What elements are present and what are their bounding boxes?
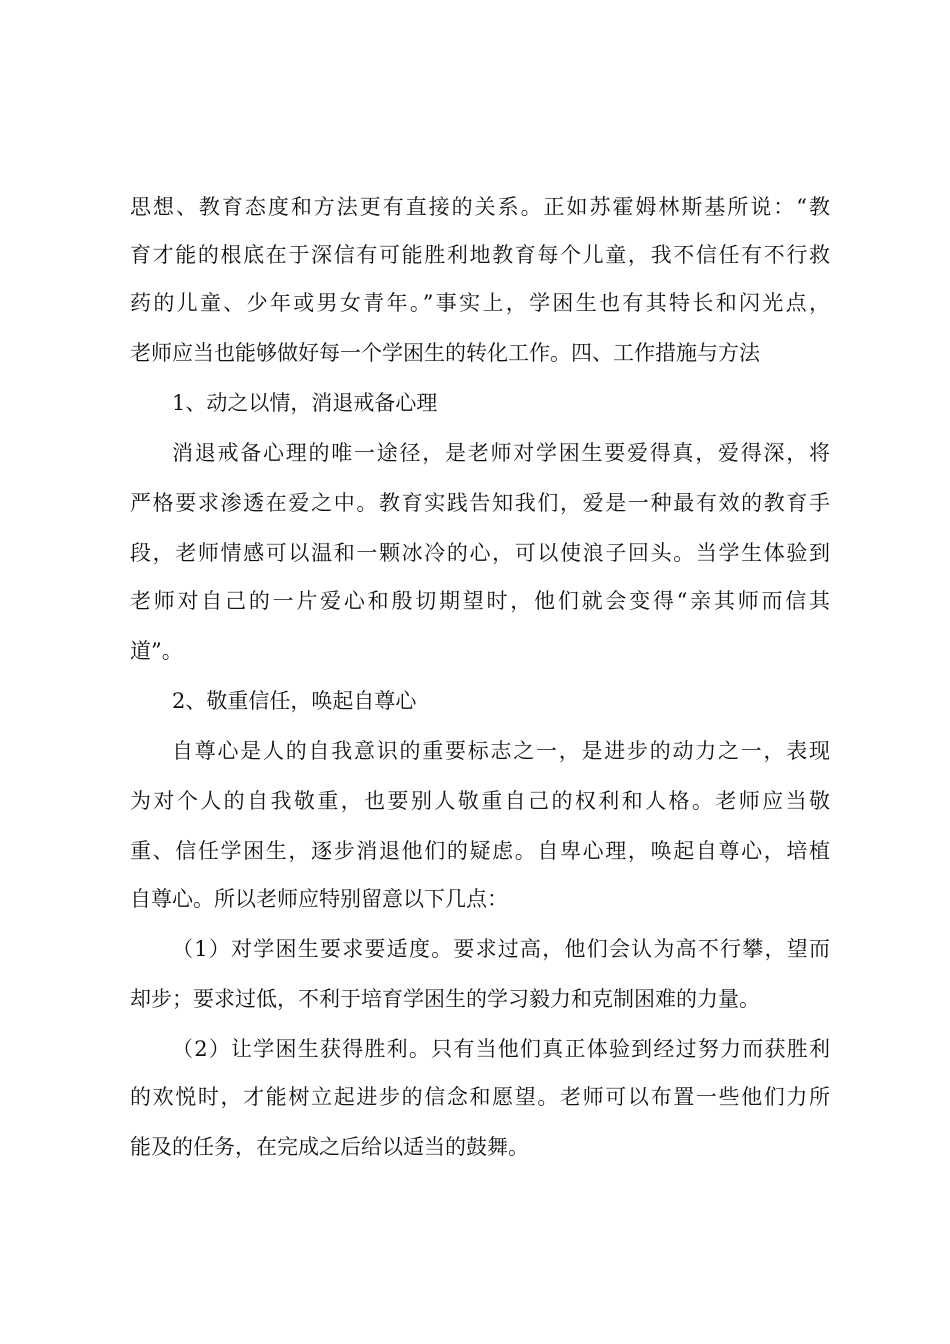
paragraph-line: 消退戒备心理的唯一途径，是老师对学困生要爱得真，爱得深，将 (172, 441, 830, 465)
paragraph-line: 重、信任学困生，逐步消退他们的疑虑。自卑心理，唤起自尊心，培植 (130, 839, 830, 863)
section-heading: 1、动之以情，消退戒备心理 (172, 391, 438, 415)
paragraph-line: 老师对自己的一片爱心和殷切期望时，他们就会变得“亲其师而信其 (130, 589, 830, 613)
paragraph-line: 段，老师情感可以温和一颗冰冷的心，可以使浪子回头。当学生体验到 (130, 541, 830, 565)
paragraph-line: 道”。 (130, 639, 183, 663)
list-item-line: （1）对学困生要求要适度。要求过高，他们会认为高不行攀，望而 (172, 937, 830, 961)
list-item-line: 的欢悦时，才能树立起进步的信念和愿望。老师可以布置一些他们力所 (130, 1085, 830, 1109)
paragraph-line: 自尊心是人的自我意识的重要标志之一，是进步的动力之一，表现 (172, 739, 830, 763)
list-item-line: 却步；要求过低，不利于培育学困生的学习毅力和克制困难的力量。 (130, 987, 760, 1011)
paragraph-line: 自尊心。所以老师应特别留意以下几点： (130, 887, 508, 911)
paragraph-line: 药的儿童、少年或男女青年。”事实上，学困生也有其特长和闪光点， (130, 291, 830, 315)
section-heading: 2、敬重信任，唤起自尊心 (172, 689, 417, 713)
paragraph-line: 老师应当也能够做好每一个学困生的转化工作。四、工作措施与方法 (130, 341, 760, 365)
paragraph-line: 严格要求渗透在爱之中。教育实践告知我们，爱是一种最有效的教育手 (130, 491, 830, 515)
list-item-line: 能及的任务，在完成之后给以适当的鼓舞。 (130, 1135, 529, 1159)
list-item-line: （2）让学困生获得胜利。只有当他们真正体验到经过努力而获胜利 (172, 1037, 830, 1061)
paragraph-line: 为对个人的自我敬重，也要别人敬重自己的权利和人格。老师应当敬 (130, 789, 830, 813)
paragraph-line: 思想、教育态度和方法更有直接的关系。正如苏霍姆林斯基所说：“教 (130, 195, 830, 219)
paragraph-line: 育才能的根底在于深信有可能胜利地教育每个儿童，我不信任有不行救 (130, 243, 830, 267)
